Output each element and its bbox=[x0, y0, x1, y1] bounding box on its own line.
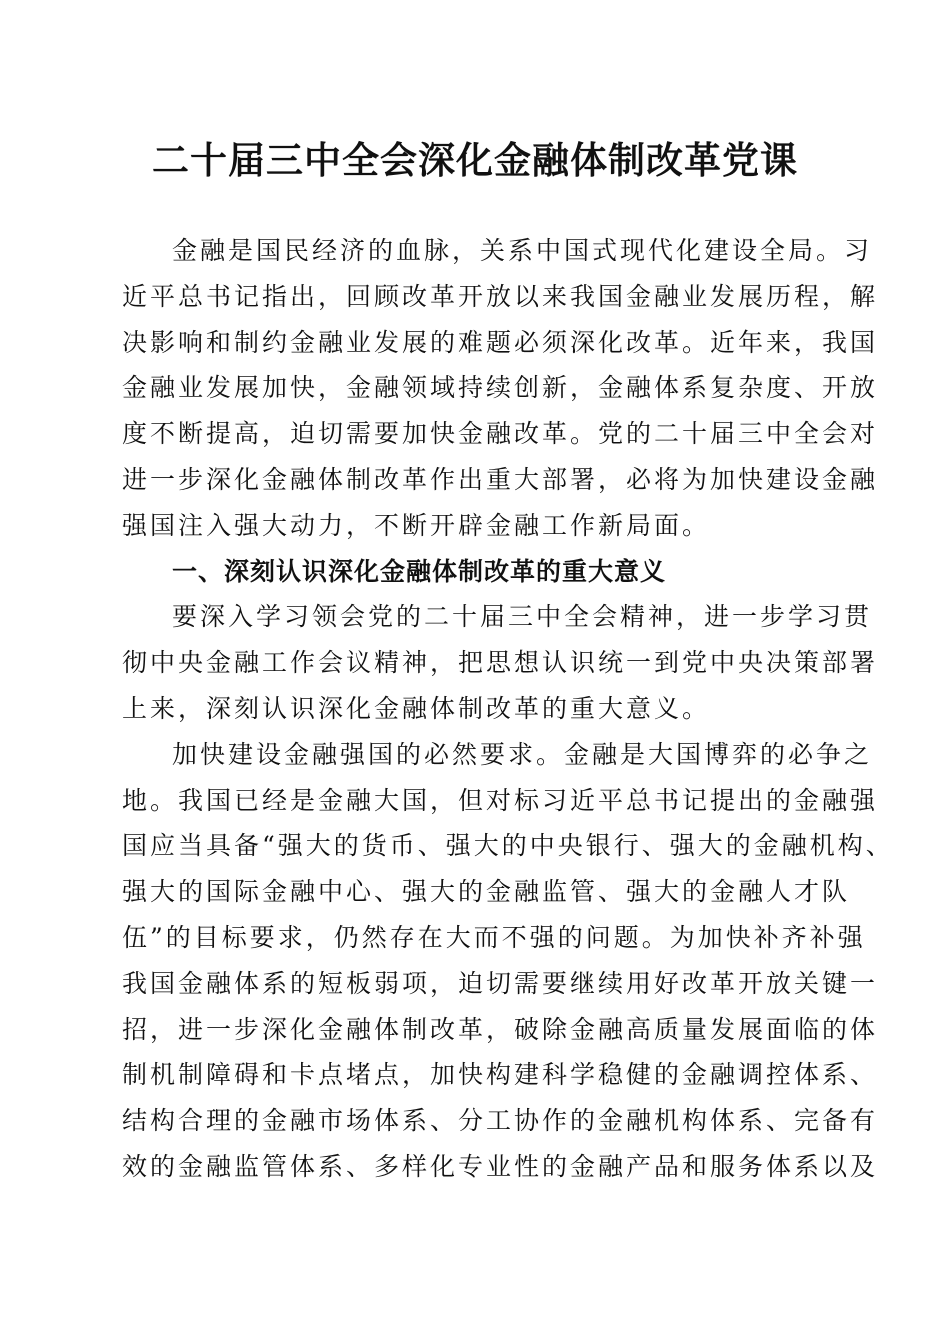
paragraph-line: 彻中央金融工作会议精神，把思想认识统一到党中央决策部署 bbox=[122, 648, 879, 678]
paragraph-line: 度不断提高，迫切需要加快金融改革。党的二十届三中全会对 bbox=[122, 419, 879, 449]
document-body bbox=[122, 228, 894, 1190]
paragraph-line: 效的金融监管体系、多样化专业性的金融产品和服务体系以及 bbox=[122, 1151, 879, 1181]
paragraph-line: 加快建设金融强国的必然要求。金融是大国博弈的必争之 bbox=[172, 739, 873, 769]
paragraph-line: 制机制障碍和卡点堵点，加快构建科学稳健的金融调控体系、 bbox=[122, 1060, 879, 1090]
paragraph-line: 结构合理的金融市场体系、分工协作的金融机构体系、完备有 bbox=[122, 1106, 879, 1136]
paragraph-line: 要深入学习领会党的二十届三中全会精神，进一步学习贯 bbox=[172, 602, 873, 632]
paragraph-line: 近平总书记指出，回顾改革开放以来我国金融业发展历程，解 bbox=[122, 281, 879, 311]
paragraph-line: 进一步深化金融体制改革作出重大部署，必将为加快建设金融 bbox=[122, 464, 879, 494]
paragraph-line: 地。我国已经是金融大国，但对标习近平总书记提出的金融强 bbox=[122, 785, 879, 815]
paragraph-line: 金融业发展加快，金融领域持续创新，金融体系复杂度、开放 bbox=[122, 373, 879, 403]
paragraph-line: 金融是国民经济的血脉，关系中国式现代化建设全局。习 bbox=[172, 236, 873, 265]
paragraph-line: 伍”的目标要求，仍然存在大而不强的问题。为加快补齐补强 bbox=[122, 922, 866, 952]
section-heading: 一、深刻认识深化金融体制改革的重大意义 bbox=[172, 556, 667, 586]
document-title: 二十届三中全会深化金融体制改革党课 bbox=[152, 138, 798, 182]
paragraph-line: 强国注入强大动力，不断开辟金融工作新局面。 bbox=[122, 510, 711, 540]
paragraph-line: 强大的国际金融中心、强大的金融监管、强大的金融人才队 bbox=[122, 877, 851, 907]
paragraph-line: 国应当具备“强大的货币、强大的中央银行、强大的金融机构、 bbox=[122, 831, 894, 861]
paragraph-line: 我国金融体系的短板弱项，迫切需要继续用好改革开放关键一 bbox=[122, 968, 879, 998]
paragraph-line: 招，进一步深化金融体制改革，破除金融高质量发展面临的体 bbox=[122, 1014, 879, 1044]
paragraph-line: 上来，深刻认识深化金融体制改革的重大意义。 bbox=[122, 693, 711, 723]
paragraph-line: 决影响和制约金融业发展的难题必须深化改革。近年来，我国 bbox=[122, 327, 879, 357]
